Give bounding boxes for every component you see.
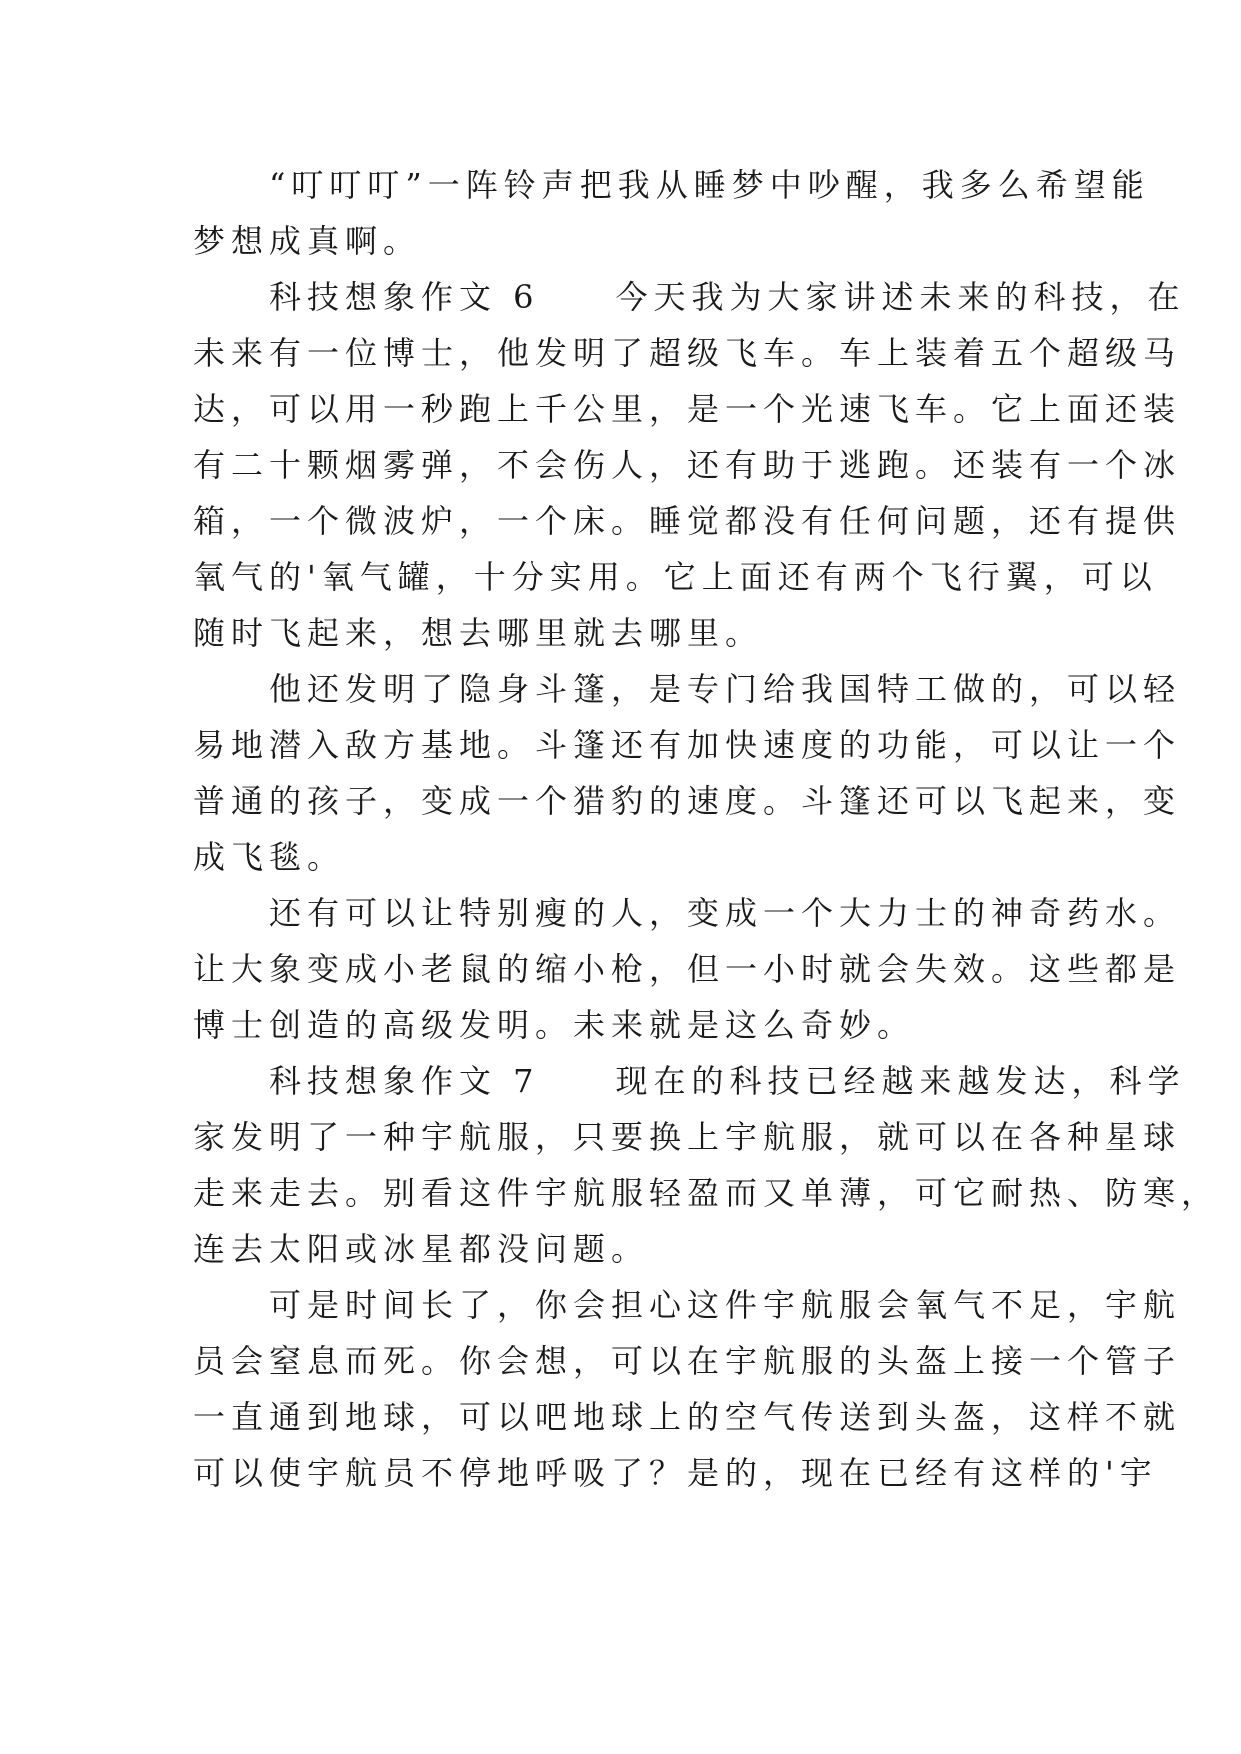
text-line: 他还发明了隐身斗篷，是专门给我国特工做的，可以轻 [193, 670, 1182, 708]
text-line: 让大象变成小老鼠的缩小枪，但一小时就会失效。这些都是 [193, 950, 1182, 988]
text-line: 成飞毯。 [193, 838, 346, 876]
text-line: 可是时间长了，你会担心这件宇航服会氧气不足，宇航 [193, 1286, 1182, 1324]
text-line: 科技想象作文 7 现在的科技已经越来越发达，科学 [193, 1062, 1186, 1100]
text-line: 科技想象作文 6 今天我为大家讲述未来的科技，在 [193, 278, 1186, 316]
text-line: 有二十颗烟雾弹，不会伤人，还有助于逃跑。还装有一个冰 [193, 446, 1182, 484]
text-line: 未来有一位博士，他发明了超级飞车。车上装着五个超级马 [193, 334, 1182, 372]
text-line: 可以使宇航员不停地呼吸了？是的，现在已经有这样的'宇 [193, 1454, 1158, 1492]
text-line: 普通的孩子，变成一个猎豹的速度。斗篷还可以飞起来，变 [193, 782, 1182, 820]
text-line: 一直通到地球，可以吧地球上的空气传送到头盔，这样不就 [193, 1398, 1182, 1436]
text-line: 达，可以用一秒跑上千公里，是一个光速飞车。它上面还装 [193, 390, 1182, 428]
essay-text [193, 157, 1220, 1501]
text-line: 员会窒息而死。你会想，可以在宇航服的头盔上接一个管子 [193, 1342, 1182, 1380]
text-line: 家发明了一种宇航服，只要换上宇航服，就可以在各种星球 [193, 1118, 1182, 1156]
text-line: 梦想成真啊。 [193, 222, 422, 260]
text-line: 易地潜入敌方基地。斗篷还有加快速度的功能，可以让一个 [193, 726, 1182, 764]
text-line: 还有可以让特别瘦的人，变成一个大力士的神奇药水。 [193, 894, 1182, 932]
text-line: 氧气的'氧气罐，十分实用。它上面还有两个飞行翼，可以 [193, 558, 1158, 596]
text-line: 连去太阳或冰星都没问题。 [193, 1230, 650, 1268]
text-line: 走来走去。别看这件宇航服轻盈而又单薄，可它耐热、防寒， [193, 1174, 1220, 1212]
text-line: 箱，一个微波炉，一个床。睡觉都没有任何问题，还有提供 [193, 502, 1182, 540]
text-line: 博士创造的高级发明。未来就是这么奇妙。 [193, 1006, 916, 1044]
text-line: 随时飞起来，想去哪里就去哪里。 [193, 614, 764, 652]
text-line: “叮叮叮”一阵铃声把我从睡梦中吵醒，我多么希望能 [193, 166, 1150, 204]
